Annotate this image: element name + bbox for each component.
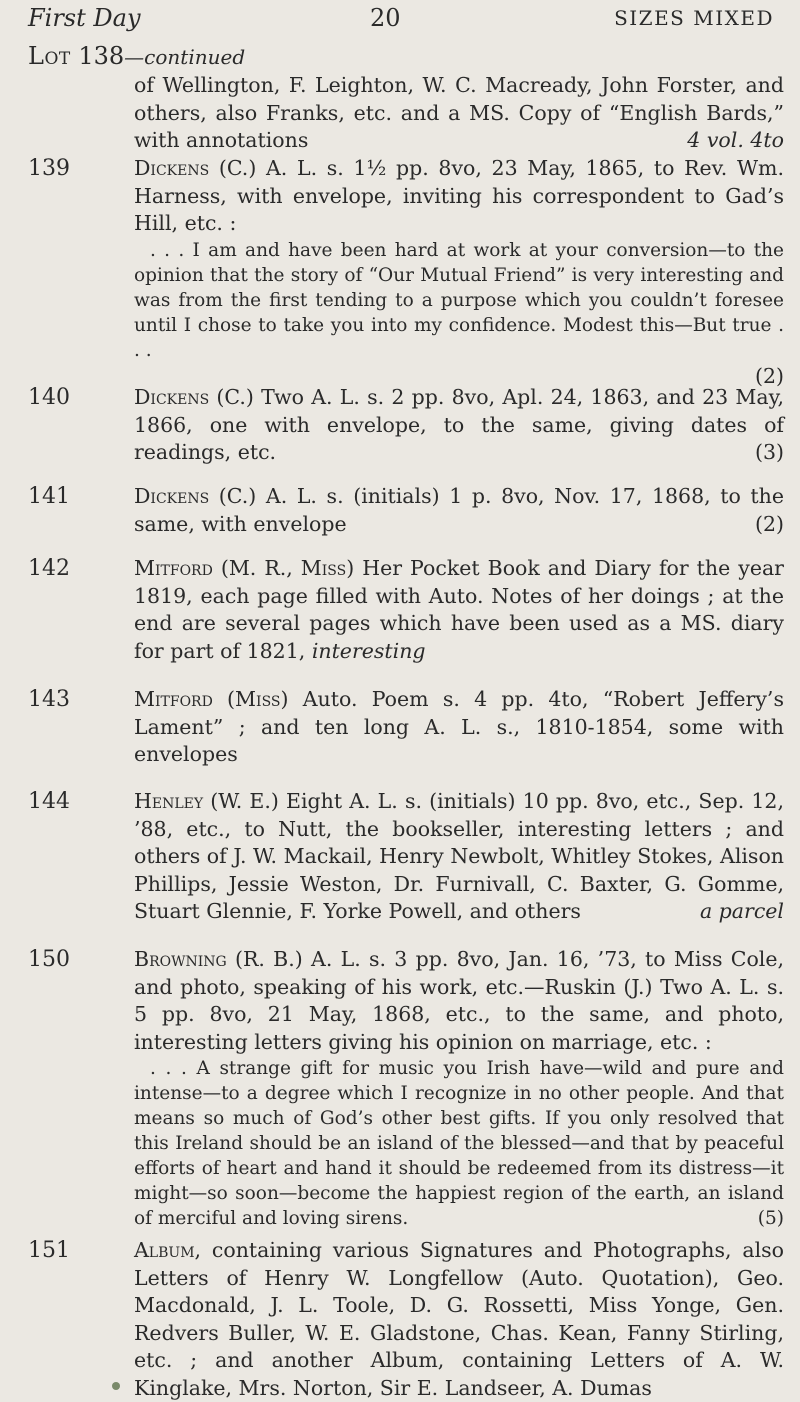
ink-spot	[112, 1382, 120, 1390]
entry-name: Dickens (C.)	[134, 156, 257, 180]
lot-number: 142	[28, 556, 70, 581]
entry-text	[134, 788, 784, 926]
entry-name: Dickens (C.)	[134, 484, 257, 508]
entry-name: Mitford (M. R., Miss)	[134, 556, 355, 580]
entry-value: (2)	[754, 511, 784, 536]
entry-quote: . . . I am and have been hard at work at your conversion—to the opinion that the story of “Our Mutual Friend” is very interesting and was from the first tending to a purpose which you couldn’t foresee until I chose to take you into my confidence. Modest this—But true . . .	[134, 239, 784, 361]
entry-text	[134, 155, 784, 238]
lot-number: 139	[28, 156, 70, 181]
entry-value: a parcel	[699, 899, 784, 923]
lot-continued: —continued	[124, 45, 246, 69]
entry-value: (2)	[754, 363, 784, 388]
lot-number: 141	[28, 484, 70, 509]
entry-name: Mitford (Miss)	[134, 687, 289, 711]
entry-value: (5)	[757, 1208, 784, 1229]
lot-heading	[28, 42, 245, 70]
entry-desc: Her Pocket Book and Diary for the year 1819, each page filled with Auto. Notes of her doings ; at the end are several pages which have been used as a MS. diary for part of 1821,	[134, 556, 784, 663]
lot-number: 138	[78, 42, 125, 70]
lot-number: 144	[28, 789, 70, 814]
header-section: SIZES MIXED	[614, 6, 774, 30]
entry-desc: A. L. s. 1½ pp. 8vo, 23 May, 1865, to Rev. Wm. Harness, with envelope, inviting his correspondent to Gad’s Hill, etc. :	[134, 156, 784, 235]
entry-text	[134, 1237, 784, 1402]
entry-desc: A. L. s. (initials) 1 p. 8vo, Nov. 17, 1868, to the same, with envelope	[134, 484, 784, 536]
entry-text	[134, 483, 784, 538]
entry-text	[134, 555, 784, 665]
entry-desc-italic: interesting	[311, 638, 426, 663]
page-number: 20	[370, 4, 401, 32]
page-header	[0, 0, 800, 36]
continuation-text: of Wellington, F. Leighton, W. C. Macready, John Forster, and others, also Franks, etc. and a MS. Copy of “English Bards,” with annotations 4 vol. 4to	[134, 72, 784, 155]
lot-number: 150	[28, 947, 70, 972]
lot-label: Lot	[28, 42, 71, 70]
entry-desc: Auto. Poem s. 4 pp. 4to, “Robert Jeffery’s Lament” ; and ten long A. L. s., 1810-1854, some with envelopes	[134, 687, 784, 766]
entry-name: Album,	[134, 1238, 202, 1262]
entry-desc: containing various Signatures and Photographs, also Letters of Henry W. Longfellow (Auto. Quotation), Geo. Macdonald, J. L. Toole, D. G. Rossetti, Miss Yonge, Gen. Redvers Buller, W. E. Gladstone, Chas. Kean, Fanny Stirling, etc. ; and another Album, containing Letters of A. W. Kinglake, Mrs. Norton, Sir E. Landseer, A. Dumas	[134, 1238, 784, 1400]
entry-name: Browning (R. B.)	[134, 947, 303, 971]
entry-name: Henley (W. E.)	[134, 789, 279, 813]
header-day: First Day	[28, 4, 141, 32]
entry-value: 4 vol. 4to	[687, 128, 784, 152]
entry-value: (3)	[754, 440, 784, 464]
entry-text	[134, 946, 784, 1056]
entry-text	[134, 686, 784, 769]
entry-text	[134, 384, 784, 467]
lot-number: 143	[28, 687, 70, 712]
entry-name: Dickens (C.)	[134, 385, 254, 409]
lot-number: 140	[28, 385, 70, 410]
entry-desc: A. L. s. 3 pp. 8vo, Jan. 16, ’73, to Miss Cole, and photo, speaking of his work, etc.—Ruskin (J.) Two A. L. s. 5 pp. 8vo, 21 May, 1868, etc., to the same, and photo, interesting letters giving his opinion on marriage, etc. :	[134, 947, 784, 1054]
entry-quote: . . . A strange gift for music you Irish have—wild and pure and intense—to a degree which I recognize in no other people. And that means so much of God’s other best gifts. If you only resolved that this Ireland should be an island of the blessed—and that by peaceful efforts of heart and hand it should be redeemed from its distress—it might—so soon—become the happiest region of the earth, an island of merciful and loving sirens. (5)	[134, 1058, 784, 1229]
entry-desc: Two A. L. s. 2 pp. 8vo, Apl. 24, 1863, and 23 May, 1866, one with envelope, to the same, giving dates of readings, etc.	[134, 385, 784, 464]
lot-number: 151	[28, 1238, 70, 1263]
entry-desc: Eight A. L. s. (initials) 10 pp. 8vo, etc., Sep. 12, ’88, etc., to Nutt, the bookseller, interesting letters ; and others of J. W. Mackail, Henry Newbolt, Whitley Stokes, Alison Phillips, Jessie Weston, Dr. Furnivall, C. Baxter, G. Gomme, Stuart Glennie, F. Yorke Powell, and others	[134, 789, 784, 923]
